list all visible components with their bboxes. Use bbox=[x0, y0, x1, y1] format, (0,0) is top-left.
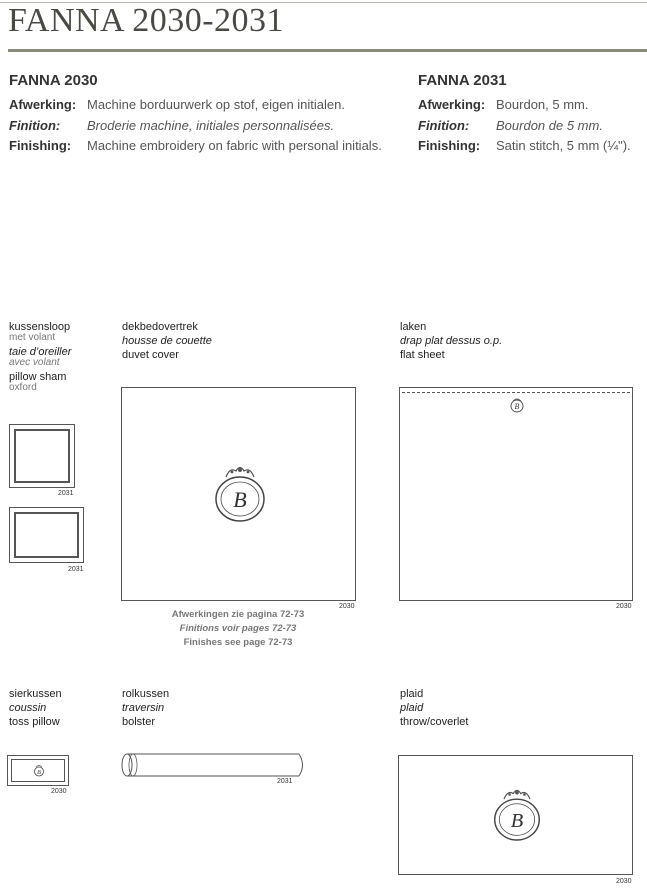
caption-nl: plaid bbox=[400, 688, 424, 700]
pillow-sham-inner bbox=[14, 429, 70, 483]
caption-fr: housse de couette bbox=[122, 335, 212, 347]
caption-en: toss pillow bbox=[9, 716, 60, 728]
pillow-sham-caption bbox=[9, 320, 71, 395]
duvet-code: 2030 bbox=[339, 603, 355, 610]
pillow-square-code: 2031 bbox=[58, 490, 74, 497]
caption-en: duvet cover bbox=[122, 349, 179, 361]
spec-row-nl-2030 bbox=[9, 97, 345, 112]
caption-fr: drap plat dessus o.p. bbox=[400, 335, 503, 347]
caption-en-sub: oxford bbox=[9, 382, 37, 393]
sheet-code: 2030 bbox=[616, 603, 632, 610]
spec-label: Finishing: bbox=[418, 138, 481, 153]
monogram-icon bbox=[491, 786, 543, 842]
flat-sheet bbox=[399, 387, 633, 601]
duvet-cover bbox=[121, 387, 356, 601]
throw-code: 2030 bbox=[616, 878, 632, 885]
bolster-code: 2031 bbox=[277, 778, 293, 785]
caption-en: pillow sham bbox=[9, 371, 67, 383]
pillow-sham-oblong bbox=[9, 507, 84, 563]
sheet-hem-line bbox=[402, 392, 630, 393]
bolster-caption bbox=[122, 687, 169, 729]
finish-note-fr: Finitions voir pages 72-73 bbox=[179, 623, 297, 634]
caption-fr: coussin bbox=[9, 702, 47, 714]
monogram-small-icon bbox=[508, 396, 526, 414]
pillow-sham-square bbox=[9, 424, 75, 488]
spec-value: Broderie machine, initiales personnalisées. bbox=[87, 118, 335, 133]
caption-fr: taie d’oreiller bbox=[9, 346, 72, 358]
spec-label: Finishing: bbox=[9, 138, 72, 153]
duvet-caption bbox=[122, 320, 212, 362]
monogram-letter: B bbox=[510, 810, 524, 832]
throw-caption bbox=[400, 687, 468, 729]
toss-code: 2030 bbox=[51, 788, 67, 795]
monogram-tiny-icon bbox=[33, 764, 45, 777]
spec-label: Finition: bbox=[9, 118, 61, 133]
caption-nl: dekbedovertrek bbox=[122, 321, 198, 333]
monogram-letter: B bbox=[37, 770, 41, 776]
throw-coverlet bbox=[398, 755, 633, 875]
monogram-letter: B bbox=[233, 487, 247, 512]
page-title: FANNA 2030-2031 bbox=[8, 2, 285, 39]
caption-nl: laken bbox=[400, 321, 427, 333]
spec-title-2030: FANNA 2030 bbox=[9, 72, 98, 89]
pillow-sham-oblong-inner bbox=[14, 512, 79, 558]
monogram-icon bbox=[212, 463, 268, 523]
caption-en: bolster bbox=[122, 716, 156, 728]
caption-fr-sub: avec volant bbox=[9, 357, 60, 368]
header-rule bbox=[8, 49, 647, 52]
toss-pillow-caption bbox=[9, 687, 62, 729]
caption-nl: sierkussen bbox=[9, 688, 62, 700]
flat-sheet-caption bbox=[400, 320, 502, 362]
spec-value: Bourdon, 5 mm. bbox=[496, 97, 589, 112]
spec-value: Machine embroidery on fabric with personal initials. bbox=[87, 138, 382, 153]
spec-row-en-2031 bbox=[418, 138, 631, 153]
spec-row-fr-2031 bbox=[418, 118, 603, 133]
spec-value: Machine borduurwerk op stof, eigen initialen. bbox=[87, 97, 345, 112]
caption-en: throw/coverlet bbox=[400, 716, 469, 728]
monogram-letter: B bbox=[514, 402, 520, 411]
pillow-oblong-code: 2031 bbox=[68, 566, 84, 573]
finish-note bbox=[118, 608, 358, 650]
spec-row-en-2030 bbox=[9, 138, 382, 153]
spec-row-fr-2030 bbox=[9, 118, 334, 133]
caption-nl-sub: met volant bbox=[9, 332, 56, 343]
spec-label: Afwerking: bbox=[418, 97, 486, 112]
spec-value: Satin stitch, 5 mm (¼"). bbox=[496, 138, 631, 153]
finish-note-nl: Afwerkingen zie pagina 72-73 bbox=[171, 609, 305, 620]
spec-title-2031: FANNA 2031 bbox=[418, 72, 507, 89]
caption-fr: plaid bbox=[400, 702, 424, 714]
toss-pillow bbox=[7, 755, 69, 786]
bolster bbox=[119, 752, 309, 778]
spec-label: Finition: bbox=[418, 118, 470, 133]
spec-value: Bourdon de 5 mm. bbox=[496, 118, 603, 133]
caption-nl: kussensloop bbox=[9, 321, 71, 333]
caption-nl: rolkussen bbox=[122, 688, 170, 700]
spec-label: Afwerking: bbox=[9, 97, 77, 112]
caption-fr: traversin bbox=[122, 702, 165, 714]
caption-en: flat sheet bbox=[400, 349, 445, 361]
spec-row-nl-2031 bbox=[418, 97, 589, 112]
finish-note-en: Finishes see page 72-73 bbox=[183, 637, 293, 648]
